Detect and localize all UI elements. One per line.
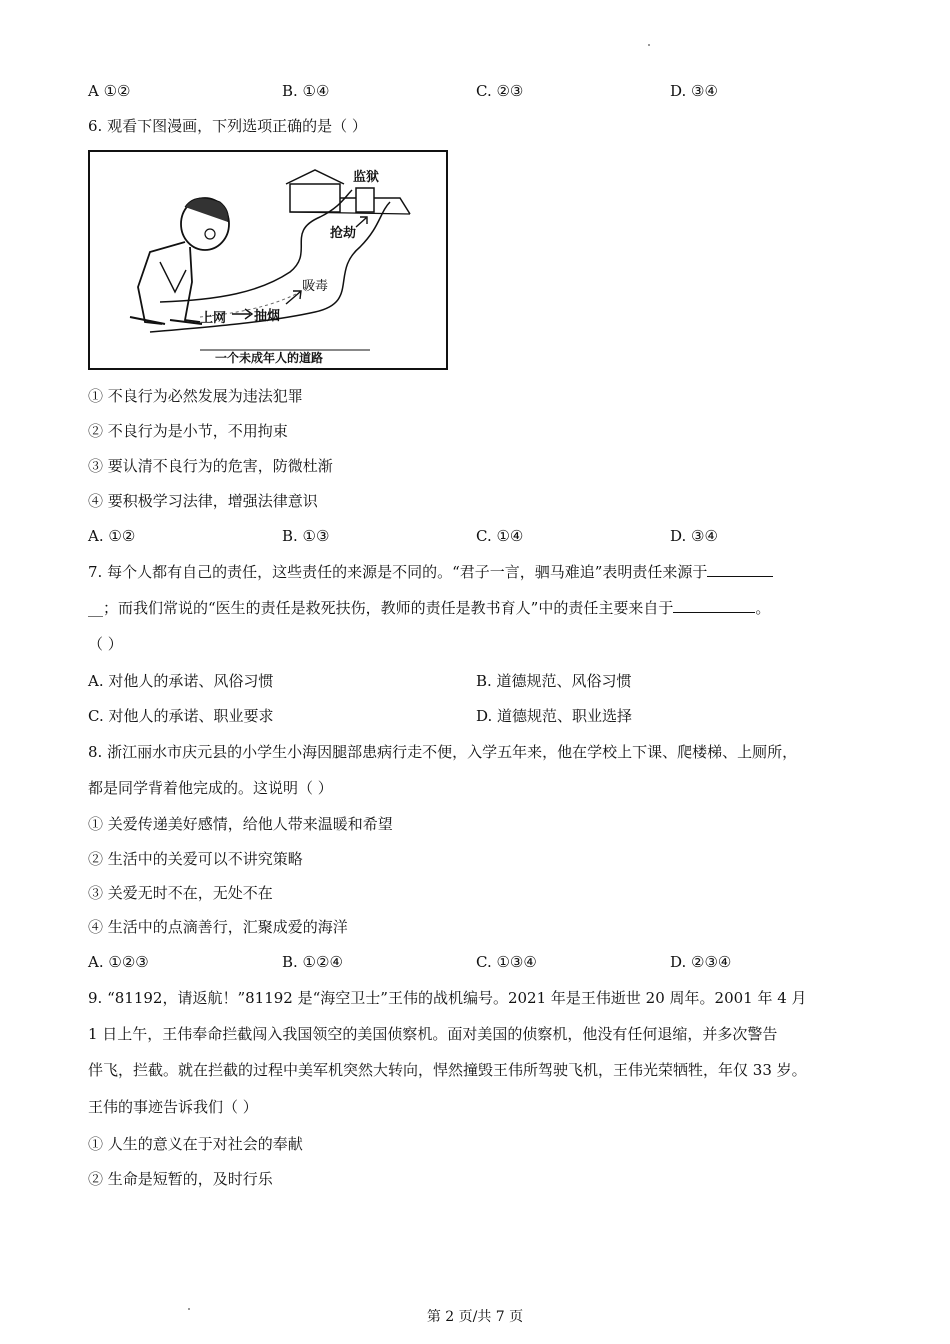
scan-dot [648,44,650,46]
cartoon-label-step1: 上网 [200,311,227,326]
q9-line-2: 1 日上午，王伟奉命拦截闯入我国领空的美国侦察机。面对美国的侦察机，他没有任何退缩，并多次警告 [88,1025,778,1043]
q8-item-2: ② 生活中的关爱可以不讲究策略 [88,850,303,868]
q7-blank-1[interactable] [707,562,773,577]
q6-option-b[interactable]: B. ①③ [282,527,330,545]
q8-option-b[interactable]: B. ①②④ [282,953,343,971]
q7-text-2-end: 。 [755,599,771,617]
q9-line-3: 伴飞，拦截。就在拦截的过程中美军机突然大转向，悍然撞毁王伟所驾驶飞机，王伟光荣牺牲，年仅 33 岁。 [88,1061,807,1079]
q7-text-1: 7. 每个人都有自己的责任，这些责任的来源是不同的。“君子一言，驷马难追”表明责任来源于 [88,563,708,581]
q8-option-c[interactable]: C. ①③④ [476,953,537,971]
q6-item-2: ② 不良行为是小节，不用拘束 [88,422,288,440]
q9-item-1: ① 人生的意义在于对社会的奉献 [88,1135,303,1153]
q8-item-1: ① 关爱传递美好感情，给他人带来温暖和希望 [88,815,393,833]
q8-line-2: 都是同学背着他完成的。这说明（ ） [88,779,333,797]
q6-option-c[interactable]: C. ①④ [476,527,524,545]
q7-option-c[interactable]: C. 对他人的承诺、职业要求 [88,707,274,725]
q6-cartoon [88,150,448,370]
q6-item-3: ③ 要认清不良行为的危害，防微杜渐 [88,457,333,475]
q8-item-4: ④ 生活中的点滴善行，汇聚成爱的海洋 [88,918,348,936]
cartoon-label-step3: 吸毒 [302,279,329,294]
q6-stem: 6. 观看下图漫画，下列选项正确的是（ ） [88,117,367,135]
q5-option-b[interactable]: B. ①④ [282,82,330,100]
q5-option-c[interactable]: C. ②③ [476,82,524,100]
q8-option-d[interactable]: D. ②③④ [670,953,732,971]
cartoon-label-step2: 抽烟 [254,309,281,324]
q6-option-a[interactable]: A. ①② [88,527,136,545]
q5-option-a[interactable]: A ①② [88,82,131,100]
cartoon-label-step4: 抢劫 [330,226,357,241]
q5-options [88,80,868,102]
page-footer: 第 2 页/共 7 页 [426,1309,524,1325]
q7-options-row-2 [88,705,868,727]
q7-options-row-1 [88,670,868,692]
q6-item-1: ① 不良行为必然发展为违法犯罪 [88,387,303,405]
q7-line-2 [88,597,770,619]
q9-line-4: 王伟的事迹告诉我们（ ） [88,1098,258,1116]
q7-line-1 [88,561,773,583]
q7-option-d[interactable]: D. 道德规范、职业选择 [476,707,633,725]
q7-text-2: __；而我们常说的“医生的责任是救死扶伤，教师的责任是教书育人”中的责任主要来自于 [88,599,674,617]
q8-item-3: ③ 关爱无时不在，无处不在 [88,884,273,902]
cartoon-label-prison: 监狱 [353,170,380,185]
q9-item-2: ② 生命是短暂的，及时行乐 [88,1170,273,1188]
q7-paren: （ ） [88,635,123,653]
q6-option-d[interactable]: D. ③④ [670,527,718,545]
q8-option-a[interactable]: A. ①②③ [88,953,149,971]
cartoon-drawing [90,152,446,368]
q6-options [88,525,868,547]
q8-line-1: 8. 浙江丽水市庆元县的小学生小海因腿部患病行走不便，入学五年来，他在学校上下课、爬楼梯、上厕所， [88,743,798,761]
q5-option-d[interactable]: D. ③④ [670,82,718,100]
cartoon-caption: 一个未成年人的道路 [215,351,324,365]
q8-options [88,951,868,973]
q6-item-4: ④ 要积极学习法律，增强法律意识 [88,492,318,510]
q7-option-a[interactable]: A. 对他人的承诺、风俗习惯 [88,672,274,690]
q9-line-1: 9. “81192，请返航！”81192 是“海空卫士”王伟的战机编号。2021 年是王伟逝世 20 周年。2001 年 4 月 [88,989,807,1007]
q7-blank-2[interactable] [673,598,755,613]
q7-option-b[interactable]: B. 道德规范、风俗习惯 [476,672,632,690]
